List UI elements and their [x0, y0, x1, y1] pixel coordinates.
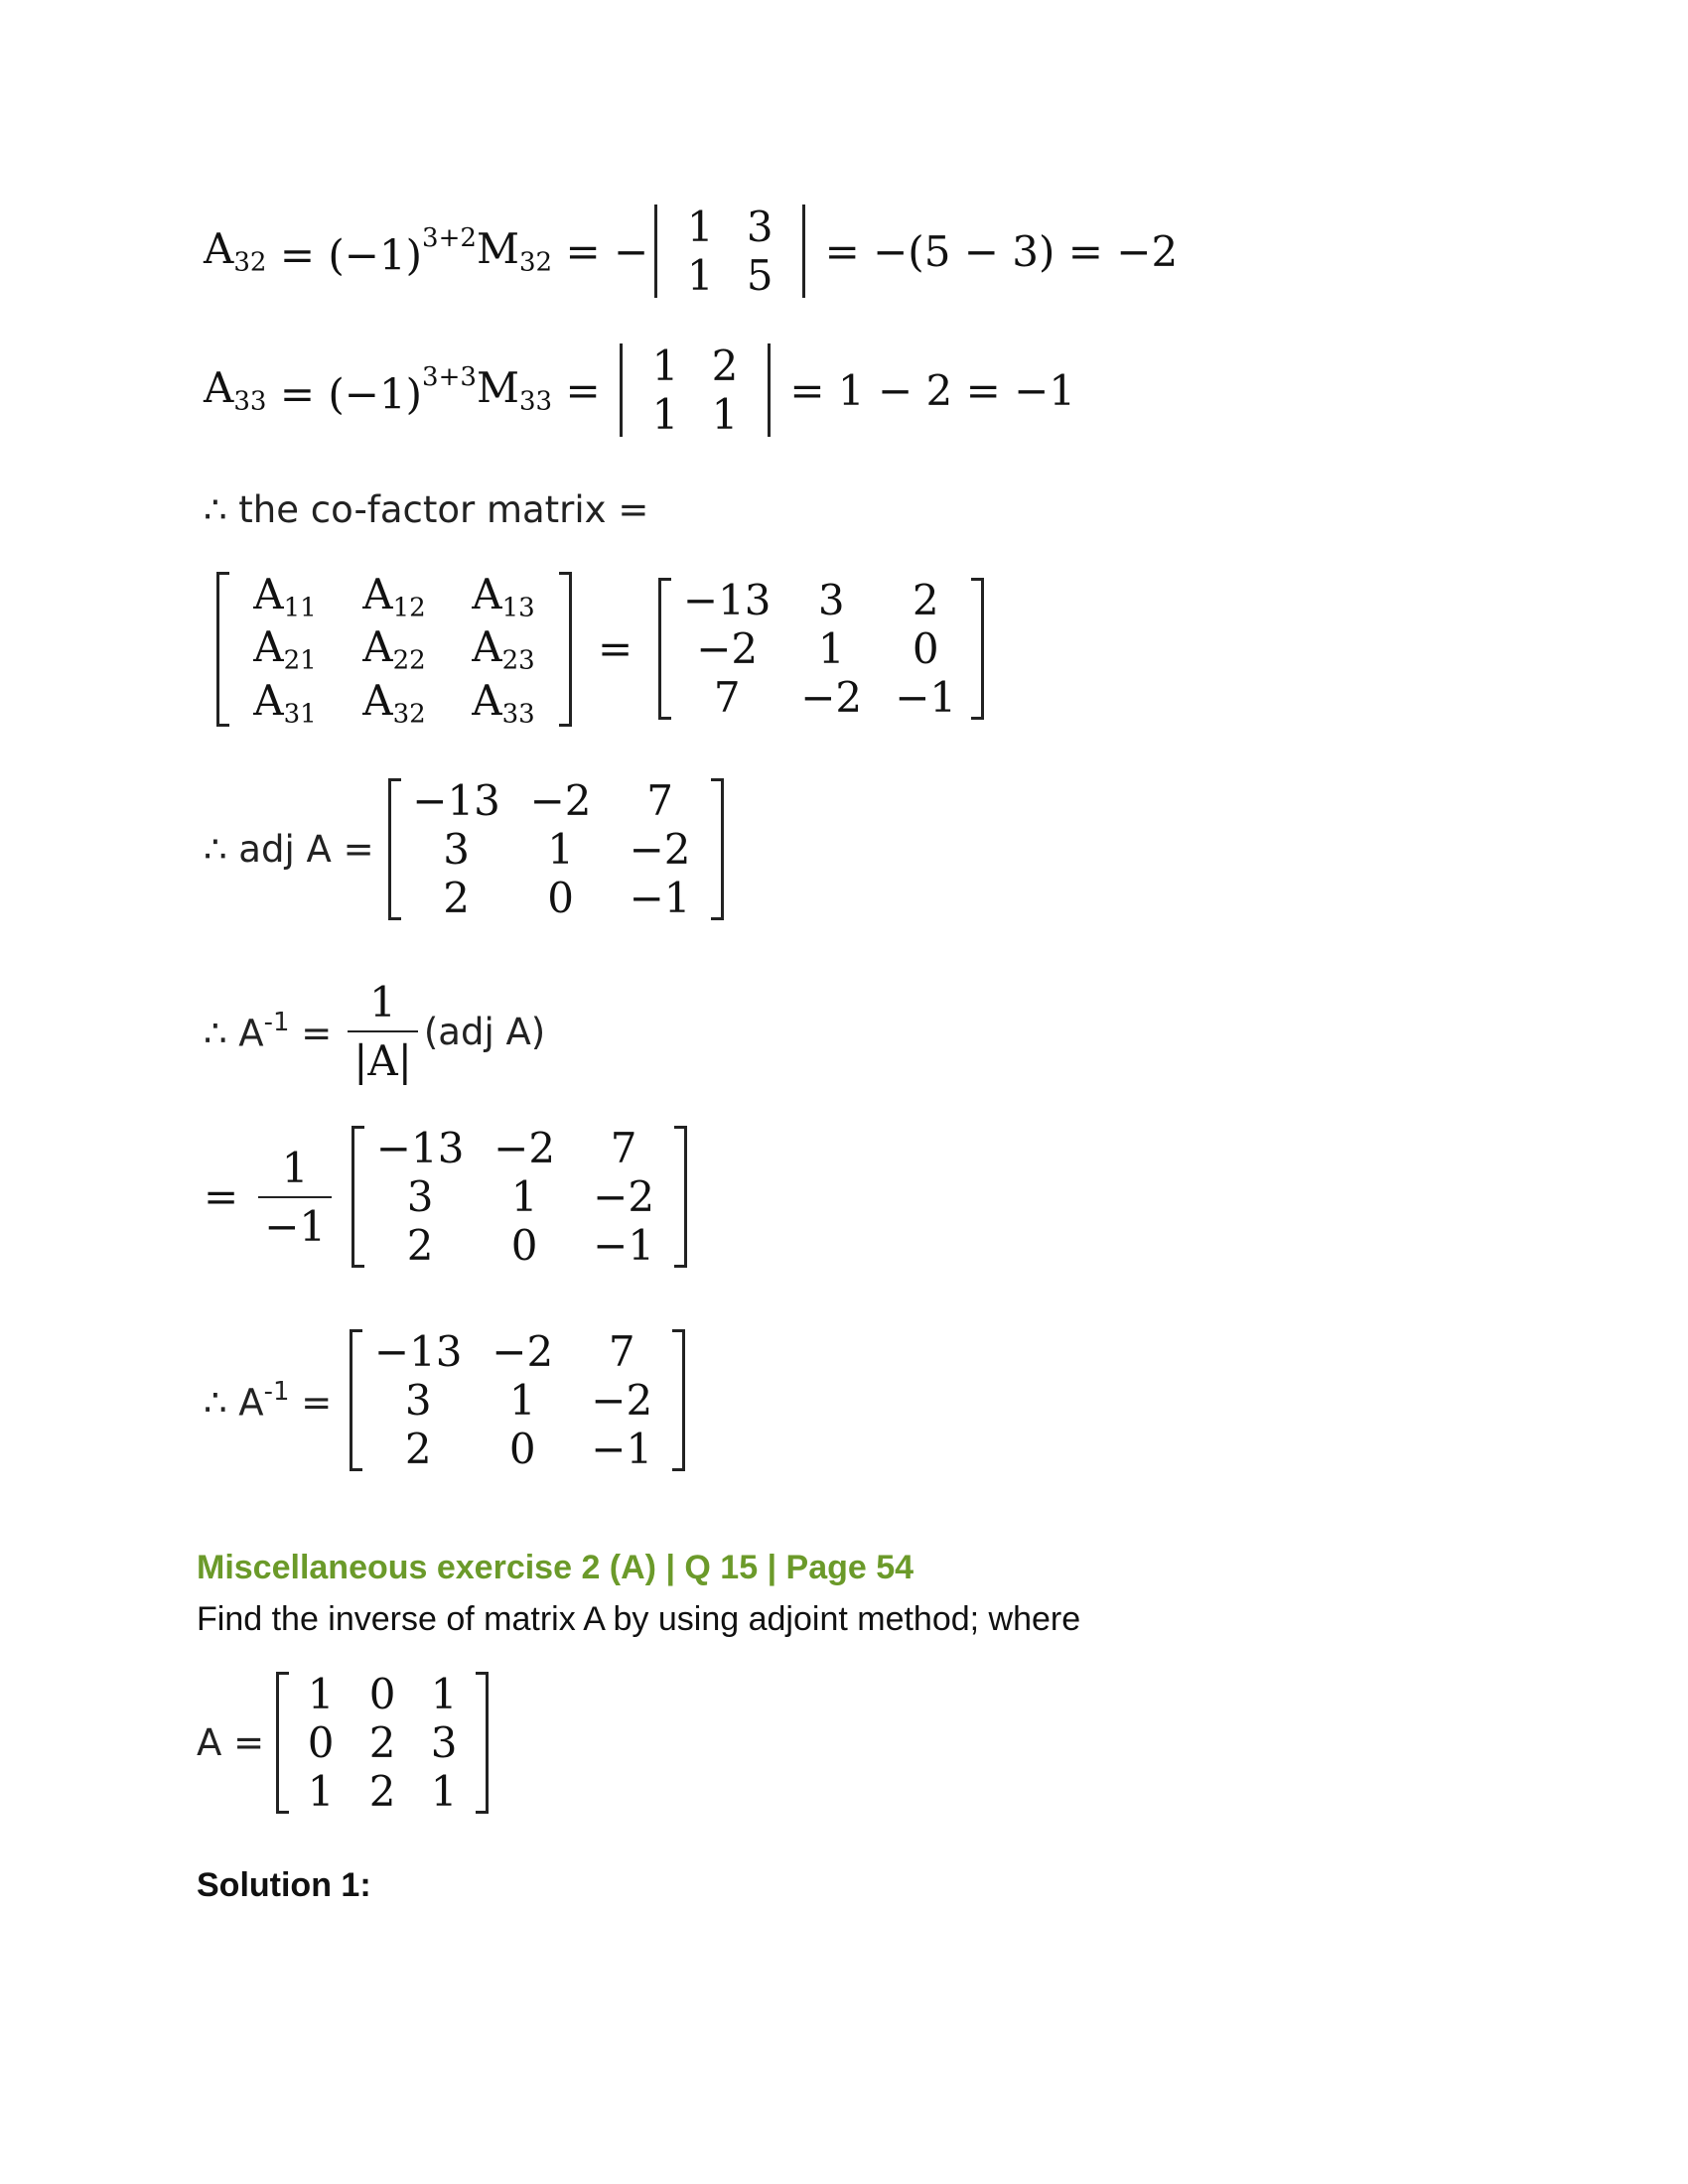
cofactor-symbol: $A_{12}$: [362, 570, 426, 623]
cofactor-symbol: $A_{31}$: [253, 675, 317, 729]
adj-label: ∴ adj A =: [204, 828, 374, 871]
question-text: Find the inverse of matrix A by using adjoint method; where: [197, 1600, 1081, 1638]
question-matrix-equation: [197, 1668, 489, 1818]
cofactor-symbol: $A_{33}$: [472, 675, 535, 729]
a32-lhs: $A_{32}$: [204, 224, 267, 278]
a32-eq2: = −: [552, 226, 649, 276]
inverse-tail: (adj A): [423, 1010, 546, 1053]
cofactor-symbol: $A_{13}$: [472, 570, 535, 623]
a32-power: = $(-1)^{3+2}$: [266, 222, 477, 280]
cofactor-value-matrix: −13 3 2 −2 1 0 7 −2 −1: [658, 574, 984, 724]
inverse-result-lhs: ∴ $A^{-1}$ =: [204, 1376, 333, 1425]
cofactor-symbol: $A_{32}$: [362, 675, 426, 729]
cofactor-symbol: $A_{11}$: [253, 570, 317, 623]
solution-label: Solution 1:: [197, 1866, 371, 1904]
a33-result: = 1 − 2 = −1: [776, 365, 1076, 415]
adj-matrix: −13 −2 7 3 1 −2 2 0 −1: [388, 774, 724, 924]
equals-sign: =: [598, 624, 633, 674]
inverse-fraction: $\frac{1}{|A|}$: [348, 978, 418, 1085]
a33-lhs: $A_{33}$: [204, 363, 267, 417]
inverse-step-eq: =: [204, 1172, 239, 1221]
inverse-formula: [204, 978, 545, 1085]
a33-eq2: =: [552, 365, 615, 415]
cofactor-symbol: $A_{23}$: [472, 622, 535, 676]
a33-determinant: 1 2 1 1: [620, 340, 771, 441]
question-matrix-label: A =: [197, 1721, 265, 1764]
cofactor-symbol: $A_{22}$: [362, 622, 426, 676]
a33-minor: $M_{33}$: [476, 363, 553, 417]
a33-equation: [204, 340, 1075, 441]
a32-determinant: 1 3 1 5: [654, 201, 805, 302]
cofactor-symbol: $A_{21}$: [253, 622, 317, 676]
adj-equation: [204, 774, 724, 924]
a33-power: = $(-1)^{3+3}$: [266, 361, 477, 419]
inverse-result-matrix: −13 −2 7 3 1 −2 2 0 −1: [350, 1325, 685, 1475]
cofactor-equation: [216, 568, 984, 731]
cofactor-intro: ∴ the co-factor matrix =: [204, 488, 649, 531]
inverse-step: [204, 1122, 687, 1272]
question-matrix: 1 0 1 0 2 3 1 2 1: [276, 1668, 489, 1818]
a32-equation: [204, 201, 1178, 302]
inverse-step-fraction: $\frac{1}{-1}$: [258, 1144, 332, 1251]
a32-result: = −(5 − 3) = −2: [811, 226, 1179, 276]
a32-minor: $M_{32}$: [476, 224, 553, 278]
question-heading: Miscellaneous exercise 2 (A) | Q 15 | Page 54: [197, 1549, 914, 1586]
cofactor-symbol-matrix: [216, 568, 572, 731]
inverse-result: [204, 1325, 685, 1475]
inverse-step-matrix: −13 −2 7 3 1 −2 2 0 −1: [352, 1122, 687, 1272]
inverse-lhs: ∴ $A^{-1}$ =: [204, 1008, 333, 1055]
